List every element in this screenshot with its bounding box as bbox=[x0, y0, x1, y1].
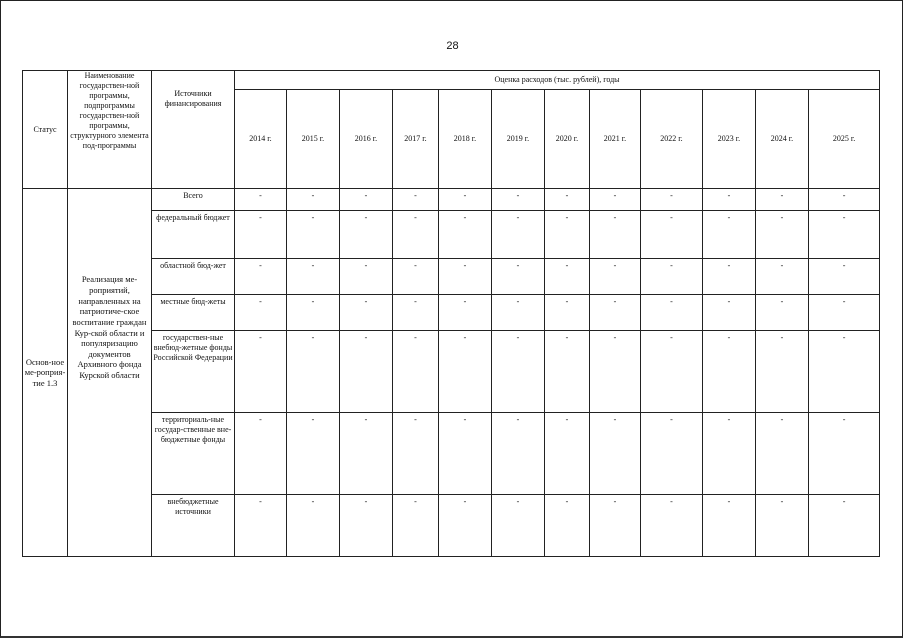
value-cell: - bbox=[545, 495, 590, 557]
expense-estimate-header: Оценка расходов (тыс. рублей), годы bbox=[235, 71, 880, 90]
value-cell: - bbox=[590, 495, 641, 557]
value-cell: - bbox=[340, 211, 393, 259]
value-cell: - bbox=[235, 295, 287, 331]
value-cell: - bbox=[545, 259, 590, 295]
funding-source-cell: Всего bbox=[152, 189, 235, 211]
funding-source-cell: государствен-ные внебюд-жетные фонды Российской Федерации bbox=[152, 331, 235, 413]
value-cell: - bbox=[641, 495, 703, 557]
value-cell: - bbox=[439, 413, 492, 495]
value-cell: - bbox=[545, 211, 590, 259]
value-cell: - bbox=[703, 295, 756, 331]
value-cell: - bbox=[641, 295, 703, 331]
value-cell: - bbox=[809, 189, 880, 211]
funding-source-cell: территориаль-ные государ-ственные вне-бюджетные фонды bbox=[152, 413, 235, 495]
value-cell: - bbox=[439, 211, 492, 259]
value-cell: - bbox=[703, 495, 756, 557]
value-cell: - bbox=[439, 331, 492, 413]
value-cell: - bbox=[393, 413, 439, 495]
value-cell: - bbox=[393, 495, 439, 557]
value-cell: - bbox=[340, 295, 393, 331]
value-cell: - bbox=[492, 495, 545, 557]
value-cell: - bbox=[703, 211, 756, 259]
value-cell: - bbox=[393, 259, 439, 295]
year-header: 2022 г. bbox=[641, 90, 703, 189]
value-cell: - bbox=[492, 211, 545, 259]
year-header: 2024 г. bbox=[756, 90, 809, 189]
value-cell: - bbox=[235, 189, 287, 211]
value-cell: - bbox=[809, 295, 880, 331]
year-header: 2015 г. bbox=[287, 90, 340, 189]
value-cell: - bbox=[756, 259, 809, 295]
value-cell: - bbox=[439, 295, 492, 331]
value-cell: - bbox=[641, 331, 703, 413]
value-cell: - bbox=[287, 413, 340, 495]
value-cell: - bbox=[809, 495, 880, 557]
year-header: 2020 г. bbox=[545, 90, 590, 189]
value-cell: - bbox=[393, 189, 439, 211]
value-cell: - bbox=[809, 211, 880, 259]
value-cell: - bbox=[492, 331, 545, 413]
value-cell: - bbox=[590, 331, 641, 413]
year-header: 2014 г. bbox=[235, 90, 287, 189]
value-cell: - bbox=[287, 189, 340, 211]
value-cell: - bbox=[545, 295, 590, 331]
value-cell: - bbox=[393, 211, 439, 259]
value-cell: - bbox=[703, 331, 756, 413]
table-row bbox=[23, 295, 880, 331]
value-cell: - bbox=[756, 295, 809, 331]
value-cell: - bbox=[545, 189, 590, 211]
value-cell: - bbox=[287, 259, 340, 295]
page-number: 28 bbox=[446, 40, 459, 52]
funding-source-cell: внебюджетные источники bbox=[152, 495, 235, 557]
value-cell: - bbox=[287, 211, 340, 259]
value-cell: - bbox=[492, 295, 545, 331]
value-cell: - bbox=[439, 259, 492, 295]
value-cell: - bbox=[703, 189, 756, 211]
value-cell: - bbox=[809, 331, 880, 413]
value-cell: - bbox=[641, 189, 703, 211]
header-row bbox=[23, 71, 880, 90]
table-row bbox=[23, 259, 880, 295]
value-cell: - bbox=[590, 259, 641, 295]
value-cell: - bbox=[492, 189, 545, 211]
value-cell: - bbox=[340, 331, 393, 413]
value-cell: - bbox=[287, 495, 340, 557]
table-row bbox=[23, 413, 880, 495]
value-cell: - bbox=[235, 331, 287, 413]
value-cell: - bbox=[809, 413, 880, 495]
value-cell: - bbox=[393, 331, 439, 413]
value-cell: - bbox=[492, 413, 545, 495]
value-cell: - bbox=[641, 413, 703, 495]
year-header: 2019 г. bbox=[492, 90, 545, 189]
funding-source-cell: местные бюд-жеты bbox=[152, 295, 235, 331]
funding-source-cell: федеральный бюджет bbox=[152, 211, 235, 259]
value-cell: - bbox=[703, 259, 756, 295]
year-header: 2018 г. bbox=[439, 90, 492, 189]
year-header: 2021 г. bbox=[590, 90, 641, 189]
table-row bbox=[23, 211, 880, 259]
value-cell: - bbox=[235, 211, 287, 259]
program-name-header: Наименование государствен-ной программы, подпрограммы государствен-ной программы, структурного элемента под-программы bbox=[68, 71, 152, 189]
value-cell: - bbox=[235, 495, 287, 557]
value-cell: - bbox=[590, 211, 641, 259]
status-header: Статус bbox=[23, 71, 68, 189]
value-cell: - bbox=[590, 189, 641, 211]
year-header: 2017 г. bbox=[393, 90, 439, 189]
value-cell: - bbox=[492, 259, 545, 295]
table-row bbox=[23, 331, 880, 413]
value-cell: - bbox=[340, 413, 393, 495]
value-cell: - bbox=[393, 295, 439, 331]
value-cell: - bbox=[703, 413, 756, 495]
value-cell: - bbox=[590, 295, 641, 331]
value-cell: - bbox=[439, 189, 492, 211]
value-cell: - bbox=[235, 413, 287, 495]
value-cell: - bbox=[287, 331, 340, 413]
value-cell: - bbox=[545, 413, 590, 495]
value-cell: - bbox=[340, 189, 393, 211]
year-header: 2023 г. bbox=[703, 90, 756, 189]
table-row bbox=[23, 495, 880, 557]
funding-source-header: Источники финансирования bbox=[152, 71, 235, 189]
value-cell: - bbox=[756, 413, 809, 495]
value-cell: - bbox=[545, 331, 590, 413]
value-cell: - bbox=[756, 495, 809, 557]
table-row bbox=[23, 189, 880, 211]
value-cell: - bbox=[590, 413, 641, 495]
program-name-cell: Реализация ме-роприятий, направленных на патриотиче-ское воспитание граждан Кур-ской области и популяризацию документов Архивного фонда Курской области bbox=[68, 189, 152, 557]
value-cell: - bbox=[809, 259, 880, 295]
budget-table bbox=[22, 70, 880, 557]
value-cell: - bbox=[340, 259, 393, 295]
funding-source-cell: областной бюд-жет bbox=[152, 259, 235, 295]
value-cell: - bbox=[641, 259, 703, 295]
value-cell: - bbox=[287, 295, 340, 331]
year-header: 2016 г. bbox=[340, 90, 393, 189]
value-cell: - bbox=[756, 331, 809, 413]
value-cell: - bbox=[756, 211, 809, 259]
value-cell: - bbox=[756, 189, 809, 211]
year-header: 2025 г. bbox=[809, 90, 880, 189]
value-cell: - bbox=[641, 211, 703, 259]
value-cell: - bbox=[340, 495, 393, 557]
status-cell: Основ-ное ме-роприя-тие 1.3 bbox=[23, 189, 68, 557]
value-cell: - bbox=[235, 259, 287, 295]
table-body bbox=[23, 189, 880, 557]
value-cell: - bbox=[439, 495, 492, 557]
